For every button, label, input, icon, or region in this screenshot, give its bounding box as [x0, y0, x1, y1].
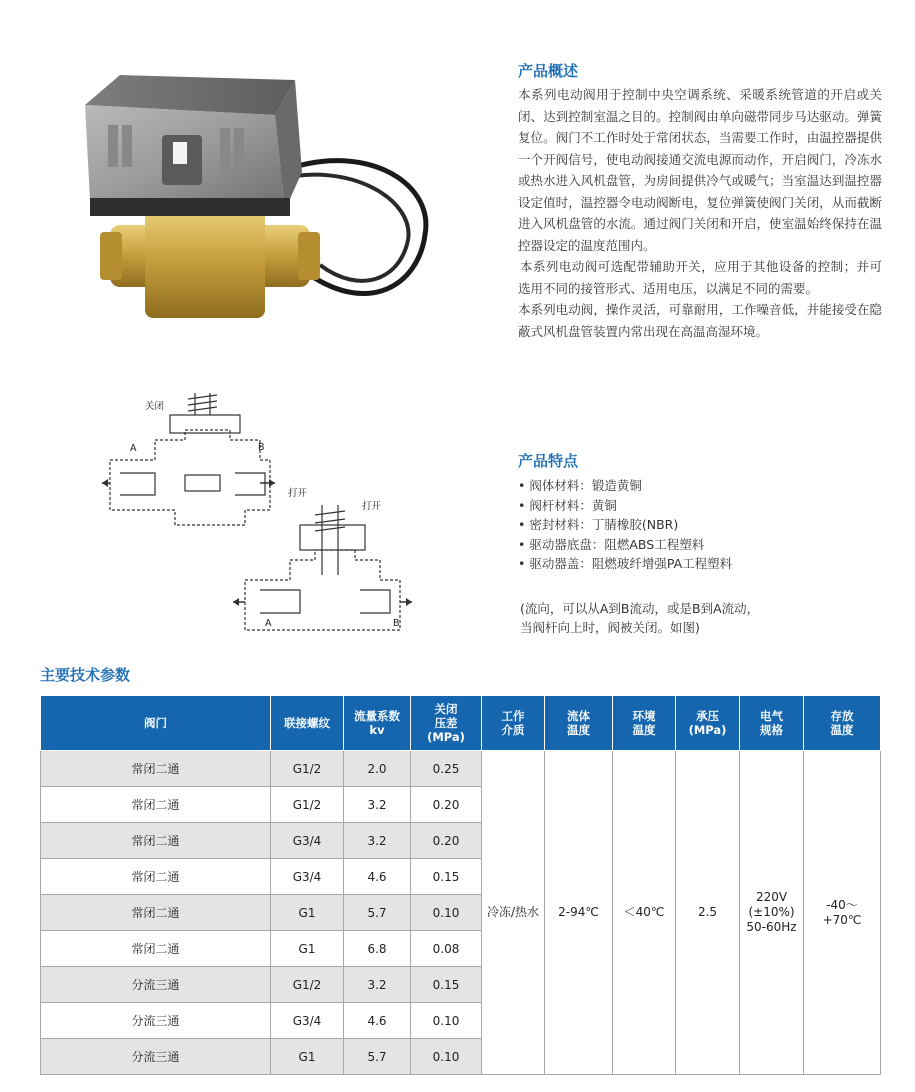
cell-valve: 常闭二通 — [41, 787, 271, 823]
flow-note — [520, 599, 880, 637]
motorized-valve-image — [70, 60, 450, 330]
cell-kv: 5.7 — [344, 895, 411, 931]
port-b-label-top: B — [258, 442, 265, 453]
header-thread: 联接螺纹 — [271, 696, 344, 751]
cell-thread: G1 — [271, 1039, 344, 1075]
cell-env-temp: ＜40℃ — [613, 751, 676, 1075]
cell-thread: G1/2 — [271, 787, 344, 823]
header-electrical: 电气 规格 — [740, 696, 804, 751]
header-medium: 工作 介质 — [482, 696, 545, 751]
cell-close-pressure: 0.25 — [411, 751, 482, 787]
cell-close-pressure: 0.10 — [411, 895, 482, 931]
cell-valve: 分流三通 — [41, 1039, 271, 1075]
cell-kv: 6.8 — [344, 931, 411, 967]
flow-note-line-1: (流向，可以从A到B流动，或是B到A流动， — [520, 601, 760, 616]
spec-table — [40, 695, 881, 1075]
open-label-2: 打开 — [362, 501, 382, 512]
cell-thread: G3/4 — [271, 823, 344, 859]
cell-kv: 4.6 — [344, 1003, 411, 1039]
cell-kv: 4.6 — [344, 859, 411, 895]
header-kv: 流量系数 kv — [344, 696, 411, 751]
feature-item: • 密封材料：丁腈橡胶(NBR) — [518, 515, 878, 535]
overview-paragraph-1: 本系列电动阀用于控制中央空调系统、采暖系统管道的开启或关闭、达到控制室温之目的。控制阀由单向磁带同步马达驱动。弹簧复位。阀门不工作时处于常闭状态，当需要工作时，由温控器提供一个开阀信号，使电动阀接通交流电源而动作，开启阀门，冷冻水或热水进入风机盘管，为房间提供冷气或暖气；当室温达到温控器设定值时，温控器令电动阀断电，复位弹簧使阀门关闭，从而截断进入风机盘管的水流。通过阀门关闭和开启，使室温始终保持在温控器设定的温度范围内。 — [518, 87, 882, 253]
closed-label: 关闭 — [145, 401, 165, 412]
cell-close-pressure: 0.08 — [411, 931, 482, 967]
open-label-1: 打开 — [288, 488, 308, 499]
feature-item: • 驱动器盖：阻燃玻纤增强PA工程塑料 — [518, 554, 878, 574]
header-pressure: 承压 (MPa) — [676, 696, 740, 751]
cell-pressure: 2.5 — [676, 751, 740, 1075]
flow-note-line-2: 当阀杆向上时，阀被关闭。如图) — [520, 620, 700, 635]
cell-valve: 常闭二通 — [41, 859, 271, 895]
port-a-label-top: A — [130, 443, 137, 454]
header-close-pressure: 关闭 压差 (MPa) — [411, 696, 482, 751]
cell-kv: 2.0 — [344, 751, 411, 787]
cell-kv: 3.2 — [344, 787, 411, 823]
header-valve: 阀门 — [41, 696, 271, 751]
cell-close-pressure: 0.20 — [411, 787, 482, 823]
cell-close-pressure: 0.10 — [411, 1003, 482, 1039]
port-b-label-bottom: B — [393, 618, 400, 629]
feature-item: • 阀杆材料：黄铜 — [518, 496, 878, 516]
cell-thread: G3/4 — [271, 859, 344, 895]
cell-valve: 分流三通 — [41, 967, 271, 1003]
cell-fluid-temp: 2-94℃ — [545, 751, 613, 1075]
header-fluid-temp: 流体 温度 — [545, 696, 613, 751]
cell-close-pressure: 0.15 — [411, 859, 482, 895]
features-title: 产品特点 — [518, 452, 579, 470]
cell-thread: G1 — [271, 931, 344, 967]
cell-kv: 3.2 — [344, 823, 411, 859]
overview-title: 产品概述 — [518, 62, 579, 80]
feature-item: • 驱动器底盘：阻燃ABS工程塑料 — [518, 535, 878, 555]
feature-item: • 阀体材料：锻造黄铜 — [518, 476, 878, 496]
overview-paragraph-2: 本系列电动阀可选配带辅助开关，应用于其他设备的控制；并可选用不同的接管形式、适用电压，以满足不同的需要。 — [518, 259, 882, 296]
cell-thread: G3/4 — [271, 1003, 344, 1039]
header-storage-temp: 存放 温度 — [804, 696, 881, 751]
cell-thread: G1/2 — [271, 967, 344, 1003]
cell-medium: 冷冻/热水 — [482, 751, 545, 1075]
cell-close-pressure: 0.10 — [411, 1039, 482, 1075]
header-env-temp: 环境 温度 — [613, 696, 676, 751]
cell-valve: 分流三通 — [41, 1003, 271, 1039]
valve-section-diagram — [100, 385, 440, 640]
cell-valve: 常闭二通 — [41, 895, 271, 931]
cross-section-drawing — [100, 385, 440, 640]
cell-storage-temp: -40～ +70℃ — [804, 751, 881, 1075]
cell-close-pressure: 0.20 — [411, 823, 482, 859]
cell-thread: G1/2 — [271, 751, 344, 787]
cell-kv: 3.2 — [344, 967, 411, 1003]
port-a-label-bottom: A — [265, 618, 272, 629]
features-list — [518, 476, 878, 574]
table-header-row — [41, 696, 881, 751]
overview-paragraph-3: 本系列电动阀，操作灵活，可靠耐用，工作噪音低，并能接受在隐蔽式风机盘管装置内常出现在高温高湿环境。 — [518, 302, 882, 339]
overview-text — [518, 84, 882, 342]
cell-valve: 常闭二通 — [41, 751, 271, 787]
cell-thread: G1 — [271, 895, 344, 931]
specs-title: 主要技术参数 — [40, 666, 131, 684]
table-row — [41, 751, 881, 787]
cell-valve: 常闭二通 — [41, 931, 271, 967]
cell-kv: 5.7 — [344, 1039, 411, 1075]
cell-close-pressure: 0.15 — [411, 967, 482, 1003]
product-photo — [70, 60, 450, 330]
cell-valve: 常闭二通 — [41, 823, 271, 859]
cell-electrical: 220V (±10%) 50-60Hz — [740, 751, 804, 1075]
